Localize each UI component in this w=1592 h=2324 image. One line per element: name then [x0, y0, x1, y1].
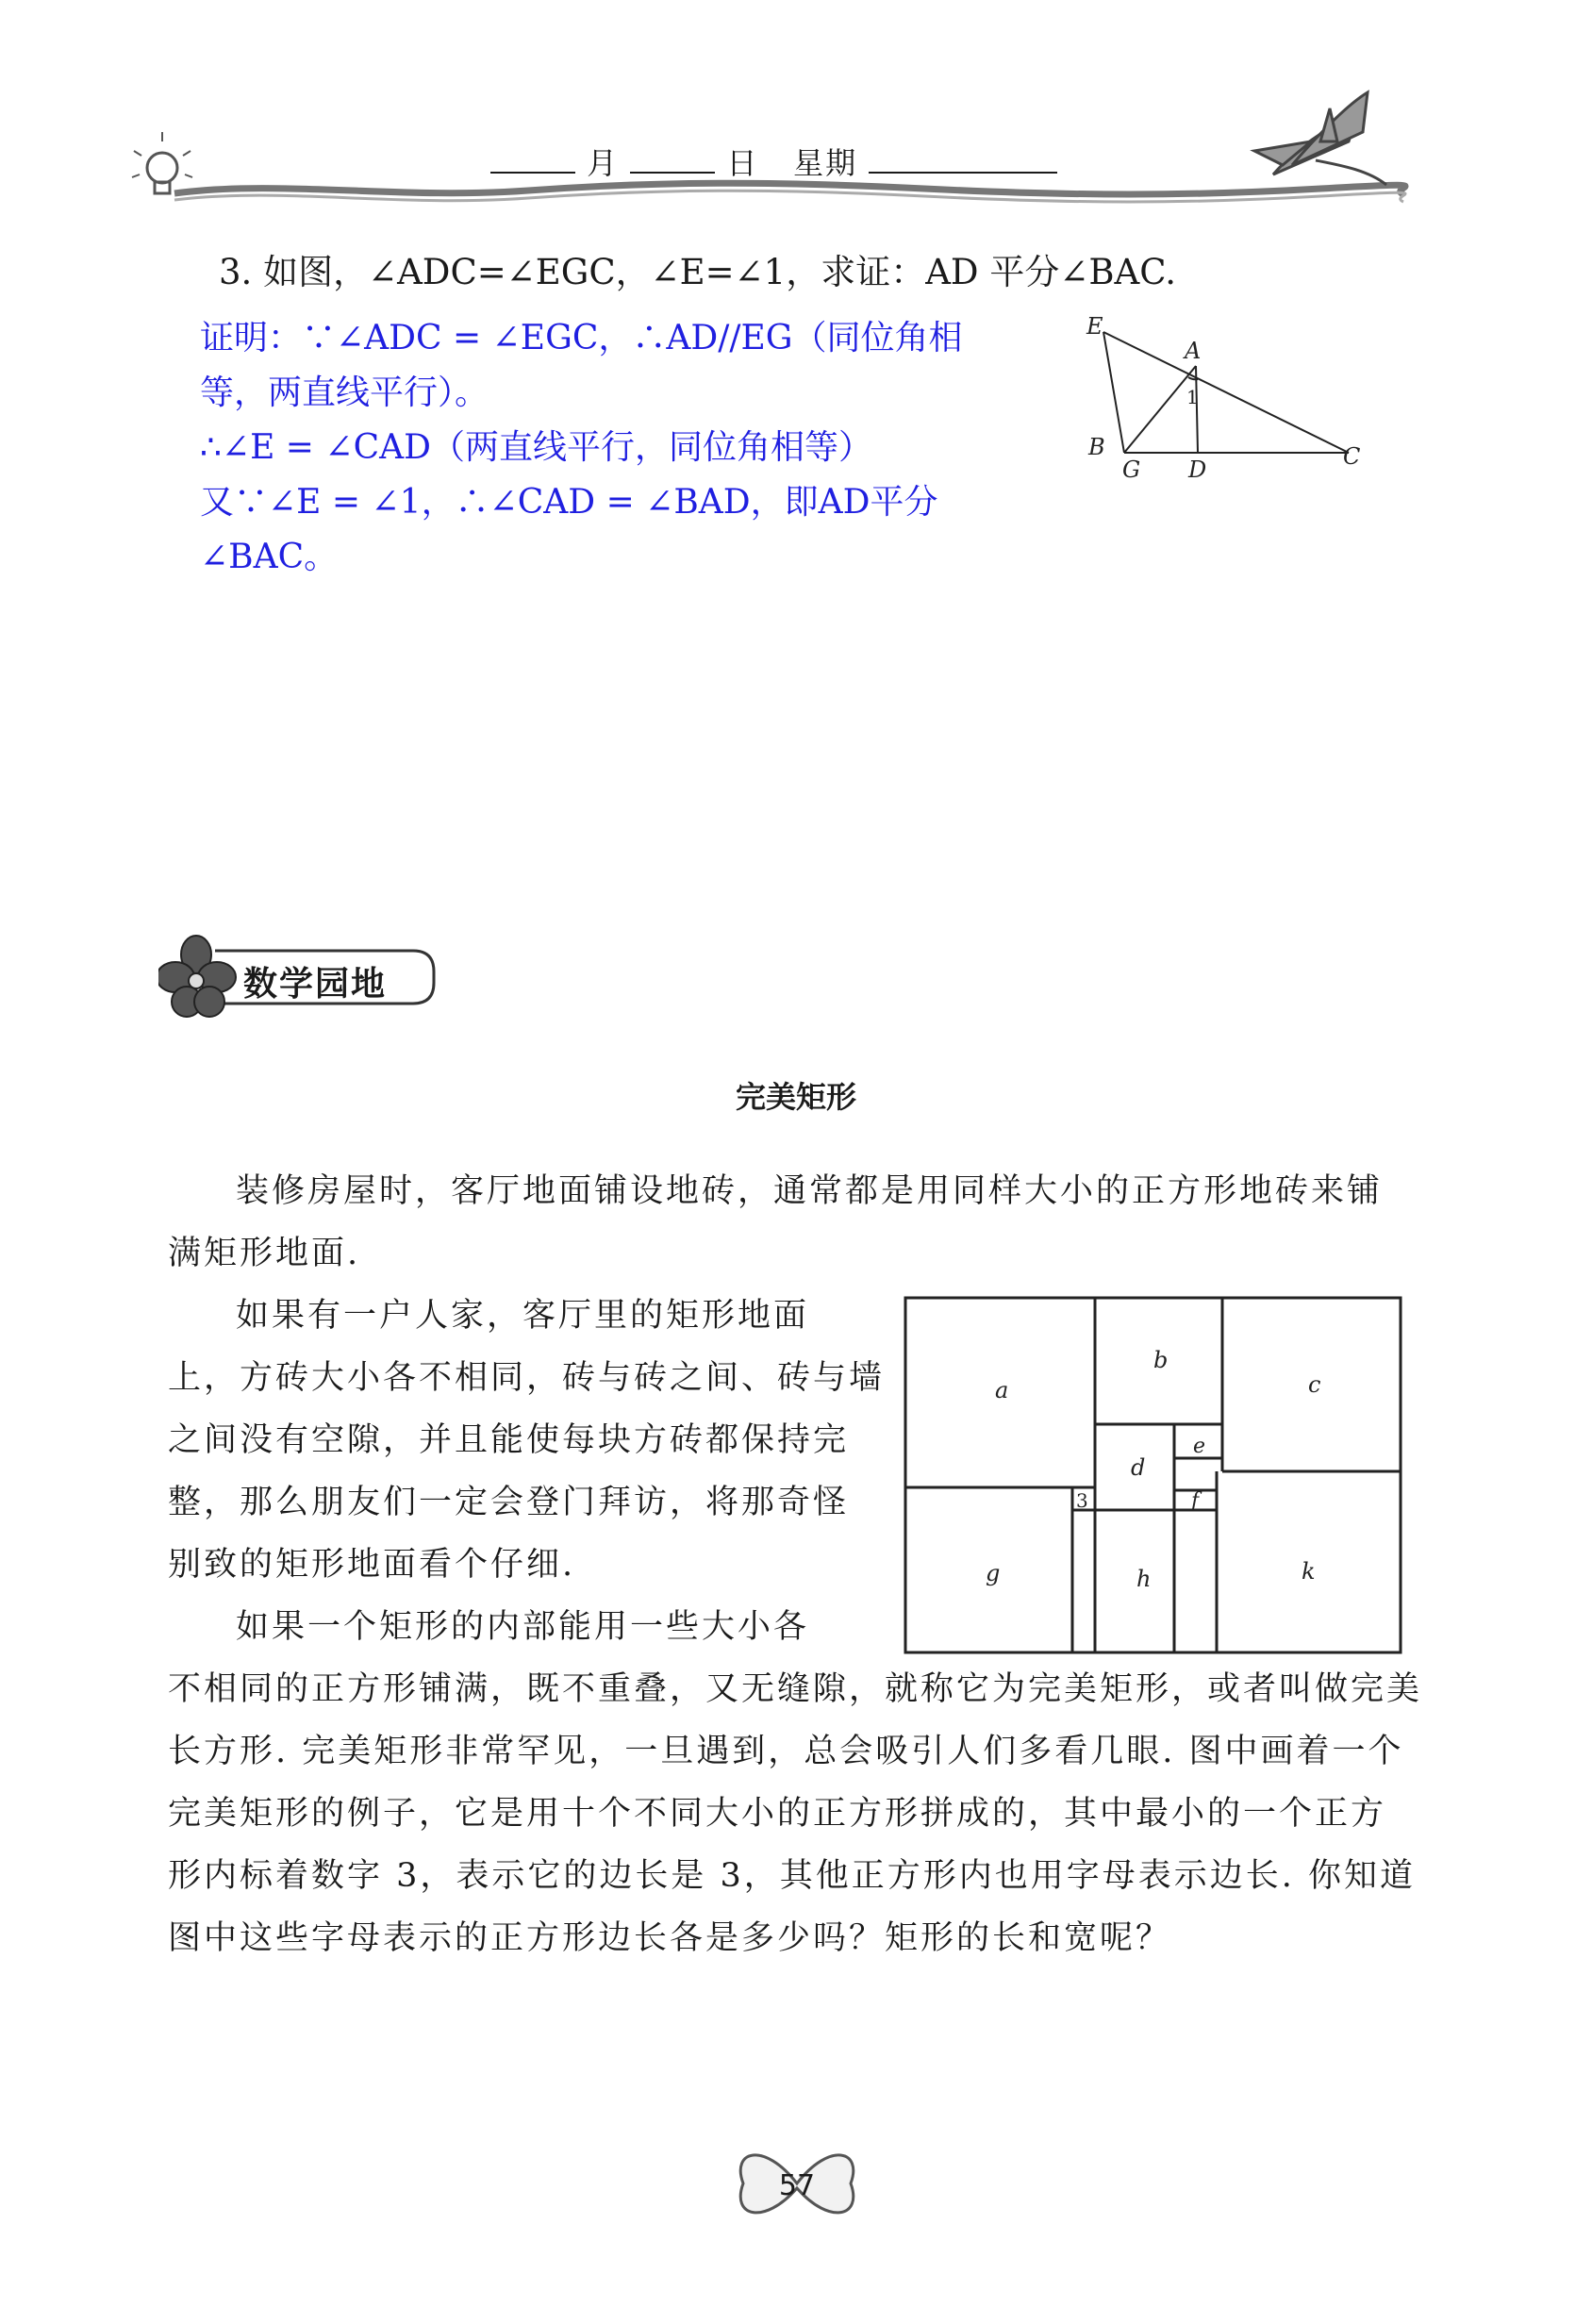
weekday-label: 星期 [793, 145, 858, 181]
section-badge-label: 数学园地 [243, 965, 388, 1004]
month-label: 月 [587, 145, 620, 181]
square-label-h: h [1136, 1566, 1152, 1592]
paragraph-line: 别致的矩形地面看个仔细. [168, 1546, 576, 1584]
paragraph-line: 装修房屋时，客厅地面铺设地砖，通常都是用同样大小的正方形地砖来铺 [236, 1172, 1384, 1210]
proof-line: ∠BAC。 [200, 538, 339, 576]
proof-line: ∴∠E = ∠CAD（两直线平行，同位角相等） [200, 428, 872, 467]
proof-line: 又∵∠E = ∠1，∴∠CAD = ∠BAD，即AD平分 [200, 483, 938, 522]
paragraph-line: 如果一个矩形的内部能用一些大小各 [236, 1608, 810, 1646]
perfect-rectangle-figure [901, 1292, 1410, 1660]
paragraph-line: 如果有一户人家，客厅里的矩形地面 [236, 1297, 810, 1335]
header-decoration [0, 0, 1592, 245]
proof-line: 等，两直线平行）。 [200, 374, 489, 412]
paragraph-line: 长方形. 完美矩形非常罕见，一旦遇到，总会吸引人们多看几眼. 图中画着一个 [168, 1733, 1404, 1770]
square-label-b: b [1153, 1347, 1169, 1373]
triangle-figure [1075, 311, 1386, 490]
flower-badge-icon [158, 936, 236, 1017]
problem-statement: 3. 如图，∠ADC=∠EGC，∠E=∠1，求证：AD 平分∠BAC. [219, 252, 1177, 292]
proof-line: 证明：∵∠ADC = ∠EGC，∴AD//EG（同位角相 [200, 319, 963, 357]
label-A: A [1185, 338, 1202, 364]
header-date-line [490, 140, 1057, 183]
segment-BA [1124, 366, 1196, 453]
square-label-c: c [1308, 1371, 1321, 1398]
paragraph-2 [168, 1285, 885, 1658]
square-label-g: g [986, 1560, 1001, 1586]
label-1: 1 [1186, 386, 1199, 408]
paragraph-line: 整，那么朋友们一定会登门拜访，将那奇怪 [168, 1484, 850, 1521]
paragraph-line: 不相同的正方形铺满，既不重叠，又无缝隙，就称它为完美矩形，或者叫做完美 [168, 1670, 1423, 1708]
paragraph-line: 形内标着数字 3，表示它的边长是 3，其他正方形内也用字母表示边长. 你知道 [168, 1857, 1417, 1895]
label-C: C [1343, 443, 1361, 470]
square-label-a: a [995, 1377, 1009, 1403]
paragraph-line: 图中这些字母表示的正方形边长各是多少吗？矩形的长和宽呢？ [168, 1919, 1172, 1957]
proof-answer [200, 311, 1030, 585]
label-E: E [1086, 313, 1103, 340]
page-number: 57 [778, 2169, 816, 2202]
day-blank[interactable] [630, 145, 715, 174]
weekday-blank[interactable] [869, 145, 1057, 174]
article-title: 完美矩形 [735, 1079, 856, 1115]
flower-icon [1254, 92, 1386, 185]
paragraph-line: 上，方砖大小各不相同，砖与砖之间、砖与墙 [168, 1359, 886, 1397]
paragraph-line: 之间没有空隙，并且能使每块方砖都保持完 [168, 1421, 850, 1459]
label-D: D [1188, 456, 1207, 483]
day-label: 日 [726, 145, 759, 181]
paragraph-1 [168, 1160, 1413, 1285]
paragraph-line: 完美矩形的例子，它是用十个不同大小的正方形拼成的，其中最小的一个正方 [168, 1795, 1387, 1833]
label-B: B [1088, 434, 1105, 460]
month-blank[interactable] [490, 145, 575, 174]
square-label-e: e [1193, 1435, 1206, 1458]
square-label-f: f [1191, 1489, 1200, 1513]
square-label-3: 3 [1076, 1489, 1088, 1512]
label-G: G [1122, 456, 1141, 483]
paragraph-3 [168, 1658, 1432, 1969]
lightbulb-icon [132, 132, 192, 193]
square-label-k: k [1302, 1558, 1316, 1585]
square-label-d: d [1131, 1454, 1146, 1481]
segment-EB [1103, 332, 1124, 453]
paragraph-line: 满矩形地面. [168, 1235, 361, 1272]
